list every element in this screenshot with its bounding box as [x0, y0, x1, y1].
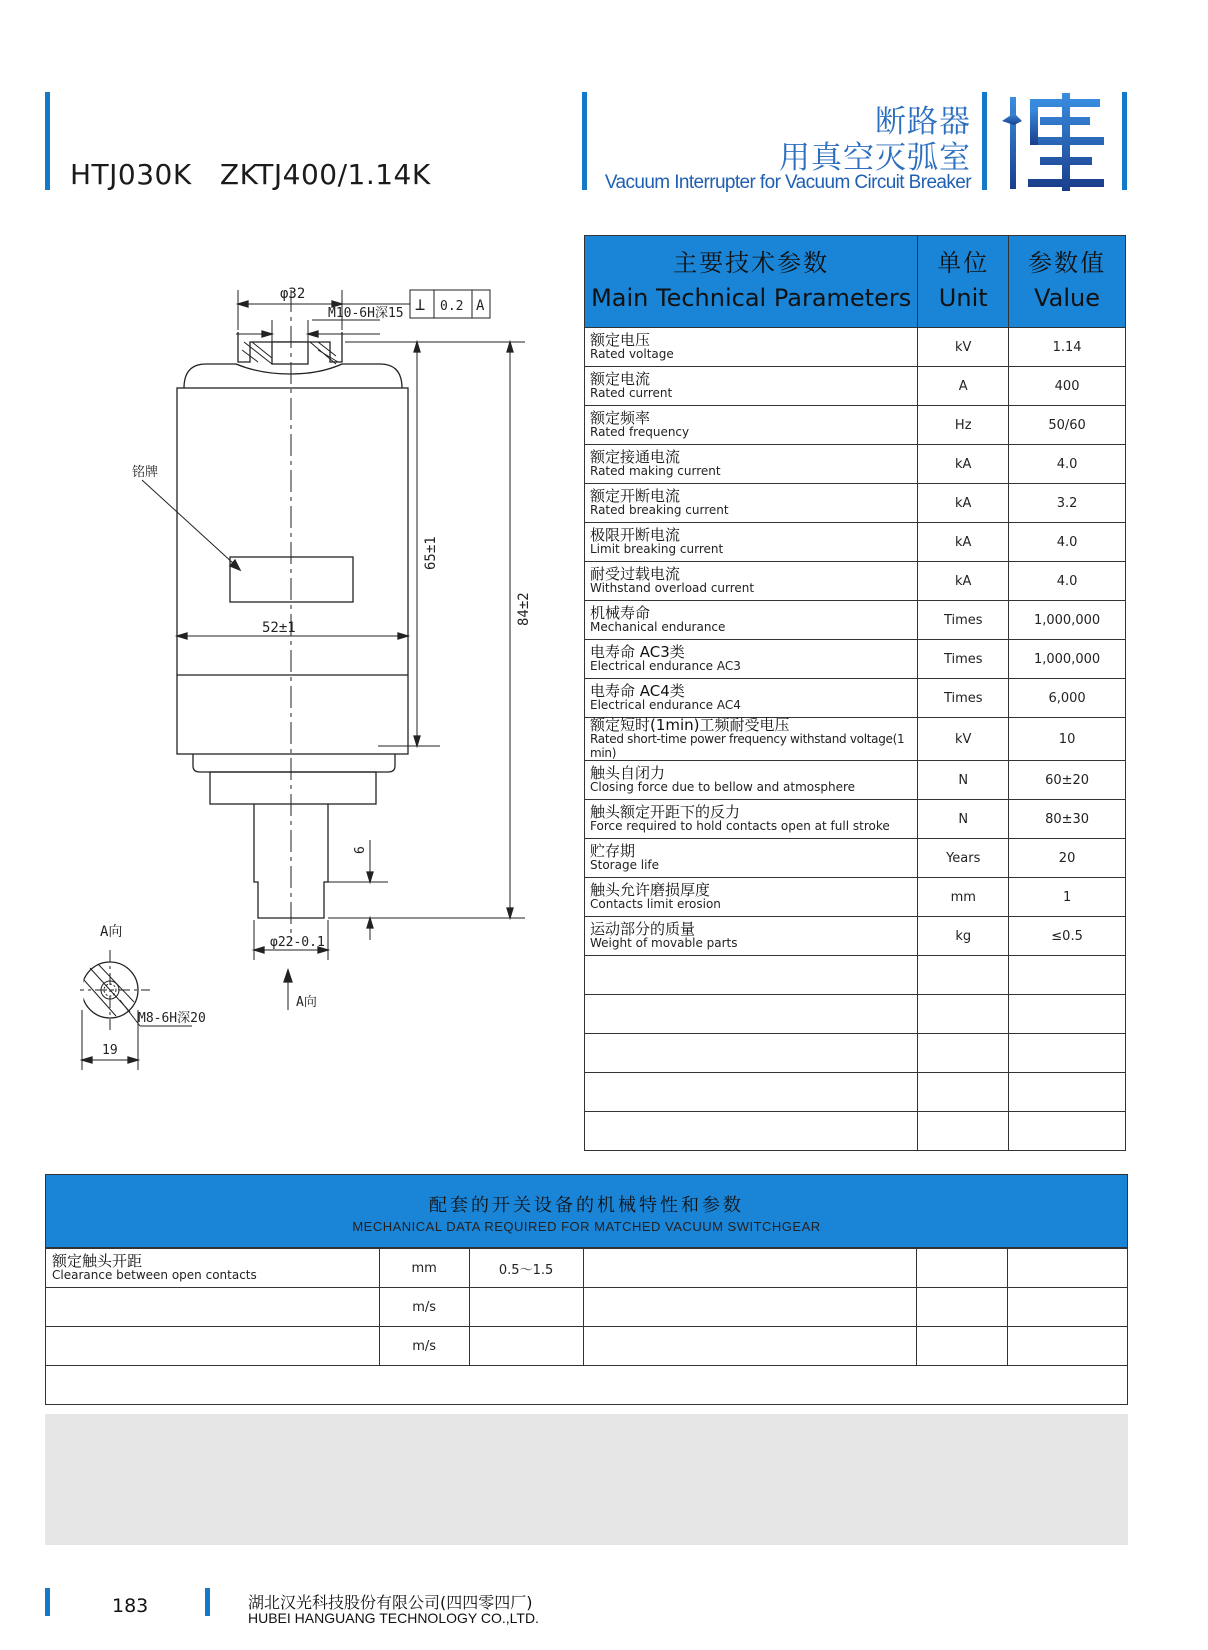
param-name-en: Rated frequency — [590, 425, 690, 439]
mech-unit: m/s — [379, 1288, 469, 1327]
param-name-cn: 触头允许磨损厚度 — [590, 881, 711, 899]
param-name-en: Contacts limit erosion — [590, 897, 721, 911]
param-name — [585, 640, 918, 679]
mech-name — [46, 1249, 380, 1288]
param-name — [585, 800, 918, 839]
table-row — [46, 1288, 1128, 1327]
param-name-en: Weight of movable parts — [590, 936, 738, 950]
title-cn-line2: 用真空灭弧室 — [779, 140, 971, 176]
empty-cell — [918, 956, 1009, 995]
param-name-cn: 贮存期 — [590, 842, 636, 860]
model-title: HTJ030K ZKTJ400/1.14K — [70, 158, 431, 191]
table-row — [585, 328, 1126, 367]
param-name — [585, 601, 918, 640]
param-name-en: Rated making current — [590, 464, 721, 478]
param-name-en: Rated short-time power frequency withstand voltage(1 min) — [590, 732, 905, 760]
param-name-en: Storage life — [590, 858, 660, 872]
left-accent-bar — [45, 92, 50, 190]
header-parameter-cn: 主要技术参数 — [673, 248, 830, 277]
empty-cell — [918, 1034, 1009, 1073]
param-name — [585, 917, 918, 956]
technical-drawing — [80, 270, 570, 1130]
param-name-en: Limit breaking current — [590, 542, 724, 556]
param-name-cn: 触头自闭力 — [590, 764, 666, 782]
dim-thread-bottom: M8-6H深20 — [138, 1011, 206, 1026]
param-unit: Hz — [918, 406, 1009, 445]
empty-cell — [1009, 995, 1126, 1034]
mech-name-cn: 额定触头开距 — [52, 1252, 143, 1270]
empty-cell — [1008, 1327, 1128, 1366]
mech-name-en: Clearance between open contacts — [52, 1268, 257, 1282]
view-arrow-label: A向 — [296, 995, 317, 1010]
param-name-cn: 额定开断电流 — [590, 487, 681, 505]
param-unit: mm — [918, 878, 1009, 917]
tolerance-value: 0.2 — [440, 299, 464, 314]
param-name — [585, 406, 918, 445]
param-name-en: Closing force due to bellow and atmosphere — [590, 780, 856, 794]
param-value: 60±20 — [1009, 761, 1126, 800]
header-value — [1009, 236, 1126, 328]
empty-cell — [46, 1366, 1128, 1405]
dim-height-total: 84±2 — [516, 592, 532, 626]
empty-cell — [585, 956, 918, 995]
dim-6: 6 — [353, 846, 368, 854]
param-name-cn: 耐受过载电流 — [590, 565, 681, 583]
param-name — [585, 679, 918, 718]
param-value: 4.0 — [1009, 445, 1126, 484]
company-name-cn: 湖北汉光科技股份有限公司(四四零四厂) — [248, 1593, 533, 1612]
param-name-cn: 电寿命 AC3类 — [590, 643, 685, 661]
empty-cell — [583, 1288, 917, 1327]
table-row — [585, 484, 1126, 523]
param-value: 80±30 — [1009, 800, 1126, 839]
tolerance-datum: A — [476, 298, 485, 314]
table-row — [585, 562, 1126, 601]
header-value-en: Value — [1034, 283, 1101, 312]
param-name-cn: 额定电流 — [590, 370, 651, 388]
empty-cell — [1009, 956, 1126, 995]
table-row — [585, 839, 1126, 878]
table-row — [585, 601, 1126, 640]
company-logo-icon — [1000, 91, 1108, 195]
table-row — [585, 1034, 1126, 1073]
empty-cell — [585, 1112, 918, 1151]
param-value: 1,000,000 — [1009, 640, 1126, 679]
table-row — [585, 956, 1126, 995]
mechanical-data-table — [45, 1248, 1128, 1405]
empty-cell — [585, 995, 918, 1034]
param-value: 1 — [1009, 878, 1126, 917]
table-row — [46, 1366, 1128, 1405]
page-number: 183 — [112, 1595, 149, 1617]
param-name-cn: 额定频率 — [590, 409, 651, 427]
header-unit-cn: 单位 — [937, 248, 990, 277]
param-value: 50/60 — [1009, 406, 1126, 445]
param-value: 400 — [1009, 367, 1126, 406]
mech-unit: mm — [379, 1249, 469, 1288]
empty-cell — [918, 1073, 1009, 1112]
mech-name — [46, 1327, 380, 1366]
param-name-en: Rated current — [590, 386, 673, 400]
table-row — [585, 917, 1126, 956]
param-unit: Years — [918, 839, 1009, 878]
param-unit: kV — [918, 718, 1009, 761]
mechanical-data-header — [45, 1174, 1128, 1248]
header-unit — [918, 236, 1009, 328]
table-row — [585, 761, 1126, 800]
param-unit: Times — [918, 640, 1009, 679]
param-name-cn: 电寿命 AC4类 — [590, 682, 685, 700]
param-unit: kA — [918, 445, 1009, 484]
param-value: 1.14 — [1009, 328, 1126, 367]
param-unit: A — [918, 367, 1009, 406]
technical-parameters-table — [584, 235, 1126, 1151]
param-name-en: Electrical endurance AC4 — [590, 698, 741, 712]
empty-cell — [585, 1034, 918, 1073]
param-name-en: Electrical endurance AC3 — [590, 659, 741, 673]
param-unit: Times — [918, 601, 1009, 640]
footer-mid-bar — [205, 1588, 210, 1616]
param-unit: kA — [918, 523, 1009, 562]
param-unit: kA — [918, 484, 1009, 523]
table-row — [585, 679, 1126, 718]
footer-left-bar — [45, 1588, 50, 1616]
param-name-en: Force required to hold contacts open at full stroke — [590, 819, 890, 833]
dim-body-width: 52±1 — [262, 620, 296, 636]
param-name — [585, 878, 918, 917]
param-name-cn: 额定接通电流 — [590, 448, 681, 466]
param-unit: kV — [918, 328, 1009, 367]
param-value: 4.0 — [1009, 523, 1126, 562]
table-row — [585, 1112, 1126, 1151]
empty-cell — [1009, 1112, 1126, 1151]
empty-cell — [1008, 1249, 1128, 1288]
table-row — [585, 878, 1126, 917]
mech-title-cn: 配套的开关设备的机械特性和参数 — [429, 1195, 744, 1216]
param-value: 6,000 — [1009, 679, 1126, 718]
param-name — [585, 523, 918, 562]
header-parameter-en: Main Technical Parameters — [591, 283, 912, 312]
table-row — [585, 523, 1126, 562]
empty-cell — [585, 1073, 918, 1112]
empty-cell — [917, 1327, 1008, 1366]
mech-value — [469, 1327, 583, 1366]
empty-cell — [583, 1327, 917, 1366]
param-name — [585, 839, 918, 878]
param-unit: kg — [918, 917, 1009, 956]
table-row — [585, 718, 1126, 761]
param-unit: Times — [918, 679, 1009, 718]
empty-cell — [1009, 1034, 1126, 1073]
header-value-cn: 参数值 — [1028, 248, 1107, 277]
param-name-en: Mechanical endurance — [590, 620, 726, 634]
param-value: 3.2 — [1009, 484, 1126, 523]
table-row — [585, 800, 1126, 839]
param-name — [585, 484, 918, 523]
mech-unit: m/s — [379, 1327, 469, 1366]
param-name-cn: 机械寿命 — [590, 604, 651, 622]
param-value: 4.0 — [1009, 562, 1126, 601]
table-row — [585, 995, 1126, 1034]
right-accent-bar — [1122, 92, 1127, 190]
dim-19: 19 — [102, 1043, 118, 1058]
table-row — [46, 1249, 1128, 1288]
tolerance-symbol: ⊥ — [415, 295, 426, 315]
dim-dia-top: φ32 — [280, 286, 306, 302]
company-name-en: HUBEI HANGUANG TECHNOLOGY CO.,LTD. — [248, 1610, 539, 1626]
empty-cell — [917, 1249, 1008, 1288]
mech-title-en: MECHANICAL DATA REQUIRED FOR MATCHED VACUUM SWITCHGEAR — [352, 1219, 821, 1234]
dim-thread-top: M10-6H深15 — [328, 306, 404, 321]
param-name — [585, 328, 918, 367]
param-name — [585, 718, 918, 761]
param-unit: kA — [918, 562, 1009, 601]
param-name-cn: 额定电压 — [590, 331, 651, 349]
param-name-cn: 额定短时(1min)工频耐受电压 — [590, 716, 790, 734]
view-label: A向 — [100, 924, 123, 940]
table-row — [585, 1073, 1126, 1112]
param-name-cn: 极限开断电流 — [590, 526, 681, 544]
param-name-en: Rated breaking current — [590, 503, 729, 517]
table-row — [585, 367, 1126, 406]
param-name — [585, 562, 918, 601]
empty-cell — [918, 1112, 1009, 1151]
param-value: 1,000,000 — [1009, 601, 1126, 640]
param-value: 20 — [1009, 839, 1126, 878]
empty-cell — [1008, 1288, 1128, 1327]
table-row — [46, 1327, 1128, 1366]
header-unit-en: Unit — [938, 283, 988, 312]
title-en: Vacuum Interrupter for Vacuum Circuit Breaker — [604, 172, 971, 193]
param-name — [585, 367, 918, 406]
param-name — [585, 761, 918, 800]
header-parameter — [585, 236, 918, 328]
table-row — [585, 406, 1126, 445]
gray-panel — [45, 1414, 1128, 1545]
dim-dia-bottom: φ22-0.1 — [270, 935, 325, 950]
dim-height-inner: 65±1 — [423, 536, 439, 570]
param-value: ≤0.5 — [1009, 917, 1126, 956]
param-name-cn: 运动部分的质量 — [590, 920, 696, 938]
mech-name — [46, 1288, 380, 1327]
empty-cell — [1009, 1073, 1126, 1112]
empty-cell — [918, 995, 1009, 1034]
param-name-en: Withstand overload current — [590, 581, 755, 595]
mech-value — [469, 1288, 583, 1327]
param-name-en: Rated voltage — [590, 347, 674, 361]
table-header-row — [585, 236, 1126, 328]
empty-cell — [917, 1288, 1008, 1327]
param-unit: N — [918, 761, 1009, 800]
nameplate-label: 铭牌 — [132, 465, 159, 480]
middle-accent-bar — [582, 92, 587, 190]
param-name-cn: 触头额定开距下的反力 — [590, 803, 741, 821]
empty-cell — [583, 1249, 917, 1288]
param-unit: N — [918, 800, 1009, 839]
title-cn-line1: 断路器 — [875, 104, 971, 140]
table-row — [585, 445, 1126, 484]
param-value: 10 — [1009, 718, 1126, 761]
table-row — [585, 640, 1126, 679]
mech-value: 0.5～1.5 — [469, 1249, 583, 1288]
logo-left-bar — [982, 92, 987, 190]
param-name — [585, 445, 918, 484]
